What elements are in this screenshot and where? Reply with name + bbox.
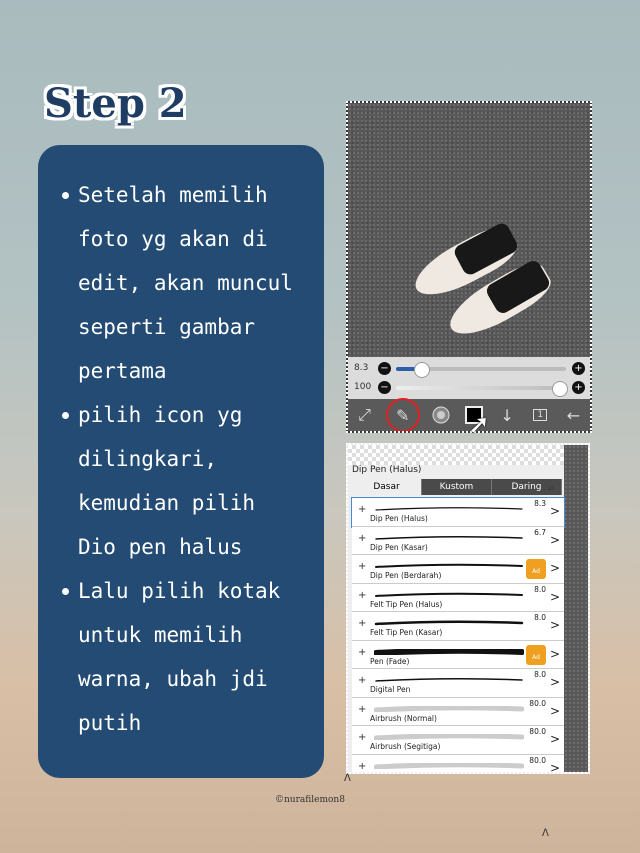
add-brush-icon[interactable]: + [358, 504, 367, 515]
opacity-slider-knob[interactable] [552, 381, 568, 397]
chevron-right-icon[interactable]: > [549, 732, 560, 746]
brush-row[interactable] [352, 498, 564, 527]
decrease-opacity-button[interactable]: − [378, 381, 391, 394]
brush-row[interactable] [352, 641, 564, 670]
add-brush-icon[interactable]: + [358, 732, 367, 743]
chevron-right-icon[interactable]: > [549, 589, 560, 604]
chevron-right-icon[interactable]: > [549, 760, 560, 774]
brush-name: Airbrush (Normal) [370, 713, 437, 723]
chevron-right-icon[interactable]: > [549, 703, 560, 718]
brush-size: 80.0 [529, 755, 546, 765]
chevron-right-icon[interactable]: > [549, 561, 560, 575]
size-track[interactable] [396, 367, 566, 371]
transparency-grid [348, 445, 564, 465]
brush-row[interactable] [352, 555, 564, 584]
tab-dasar[interactable]: Dasar [352, 479, 422, 495]
brush-picker-screenshot [346, 443, 590, 774]
brush-stroke-preview [374, 706, 524, 712]
chevron-right-icon[interactable]: > [549, 532, 560, 547]
brush-name: Felt Tip Pen (Kasar) [370, 628, 443, 637]
brush-slider-panel [348, 357, 590, 399]
instruction-panel [38, 145, 324, 778]
brush-stroke-preview [374, 563, 524, 569]
brush-stroke-preview [374, 677, 524, 683]
add-brush-icon[interactable]: + [358, 703, 367, 715]
canvas-edge [564, 445, 588, 772]
add-brush-icon[interactable]: + [358, 760, 367, 772]
brush-pattern-icon[interactable] [429, 403, 453, 427]
selected-brush-title: Dip Pen (Halus) [352, 465, 422, 475]
bird-silhouette: ᐱ [542, 828, 549, 839]
instruction-item: pilih icon yg dilingkari, kemudian pilih Dio pen halus [78, 393, 304, 569]
brush-size: 6.7 [534, 527, 546, 537]
brush-name: Dip Pen (Halus) [370, 514, 428, 523]
watermark: ©nurafilemon8 [275, 795, 345, 805]
increase-size-button[interactable]: + [572, 362, 585, 375]
brush-row[interactable] [352, 527, 564, 556]
layer-count: 1 [533, 409, 547, 421]
brush-tabs [352, 479, 562, 495]
instruction-item: Setelah memilih foto yg akan di edit, akan muncul seperti gambar pertama [78, 173, 304, 393]
size-fill [396, 367, 416, 371]
editor-screenshot [346, 101, 592, 433]
lock-ad-icon[interactable]: Ad [526, 645, 546, 665]
brush-row[interactable] [352, 755, 564, 775]
transform-icon[interactable]: ⤢ [358, 405, 371, 424]
brush-name: Dip Pen (Kasar) [370, 542, 428, 552]
brush-size: 8.3 [534, 499, 546, 508]
brush-stroke-preview [374, 620, 524, 626]
brush-stroke-preview [374, 535, 524, 541]
add-brush-icon[interactable]: + [358, 675, 367, 686]
pointer-cursor-icon: ➚ [468, 410, 490, 440]
add-brush-icon[interactable]: + [358, 589, 367, 601]
brush-size: 8.0 [534, 584, 546, 594]
brush-row[interactable] [352, 669, 564, 698]
size-slider-knob[interactable] [414, 362, 430, 378]
brush-name: Pen (Fade) [370, 656, 410, 666]
step-title: Step 2 [44, 80, 187, 127]
brush-list [352, 498, 564, 774]
brush-stroke-preview [374, 649, 524, 655]
search-icon[interactable]: ⌕ [548, 481, 555, 494]
increase-opacity-button[interactable]: + [572, 381, 585, 394]
instruction-list [38, 145, 324, 745]
brush-row[interactable] [352, 726, 564, 755]
brush-stroke-preview [374, 734, 524, 740]
brush-stroke-preview [374, 592, 524, 598]
brush-row[interactable] [352, 584, 564, 613]
tab-kustom[interactable]: Kustom [422, 479, 492, 495]
back-icon[interactable]: ← [566, 405, 581, 425]
brush-row[interactable] [352, 612, 564, 641]
add-brush-icon[interactable]: + [358, 646, 367, 658]
opacity-value: 100 [354, 382, 372, 392]
chevron-right-icon[interactable]: > [549, 646, 560, 661]
brush-size: 8.0 [534, 613, 546, 622]
download-icon[interactable]: ↓ [500, 405, 514, 425]
brush-name: Airbrush (Segitiga) [370, 742, 441, 751]
canvas-photo [348, 103, 590, 357]
brush-icon[interactable]: ✎ [386, 398, 420, 432]
opacity-track[interactable] [396, 386, 566, 390]
chevron-right-icon[interactable]: > [549, 675, 560, 689]
decrease-size-button[interactable]: − [378, 362, 391, 375]
brush-size: 80.0 [529, 698, 546, 708]
chevron-right-icon[interactable]: > [549, 504, 560, 518]
brush-size: 80.0 [529, 727, 546, 736]
brush-row[interactable] [352, 698, 564, 727]
brush-size: 8.0 [534, 670, 546, 679]
chevron-right-icon[interactable]: > [549, 618, 560, 632]
lock-ad-icon[interactable]: Ad [526, 559, 546, 579]
instruction-item: Lalu pilih kotak untuk memilih warna, ubah jdi putih [78, 569, 304, 745]
brush-name: Digital Pen [370, 685, 411, 694]
bird-silhouette: ᐱ [344, 773, 351, 784]
opacity-slider[interactable] [354, 379, 586, 397]
brush-name: Felt Tip Pen (Halus) [370, 599, 443, 609]
brush-name: Dip Pen (Berdarah) [370, 571, 442, 580]
tab-daring[interactable]: Daring [492, 479, 562, 495]
add-brush-icon[interactable]: + [358, 561, 367, 572]
brush-stroke-preview [374, 506, 524, 512]
add-brush-icon[interactable]: + [358, 618, 367, 629]
brush-size-slider[interactable] [354, 360, 586, 378]
add-brush-icon[interactable]: + [358, 532, 367, 544]
brush-stroke-preview [374, 763, 524, 769]
brush-size-value: 8.3 [354, 363, 369, 373]
layers-icon[interactable] [528, 403, 552, 427]
